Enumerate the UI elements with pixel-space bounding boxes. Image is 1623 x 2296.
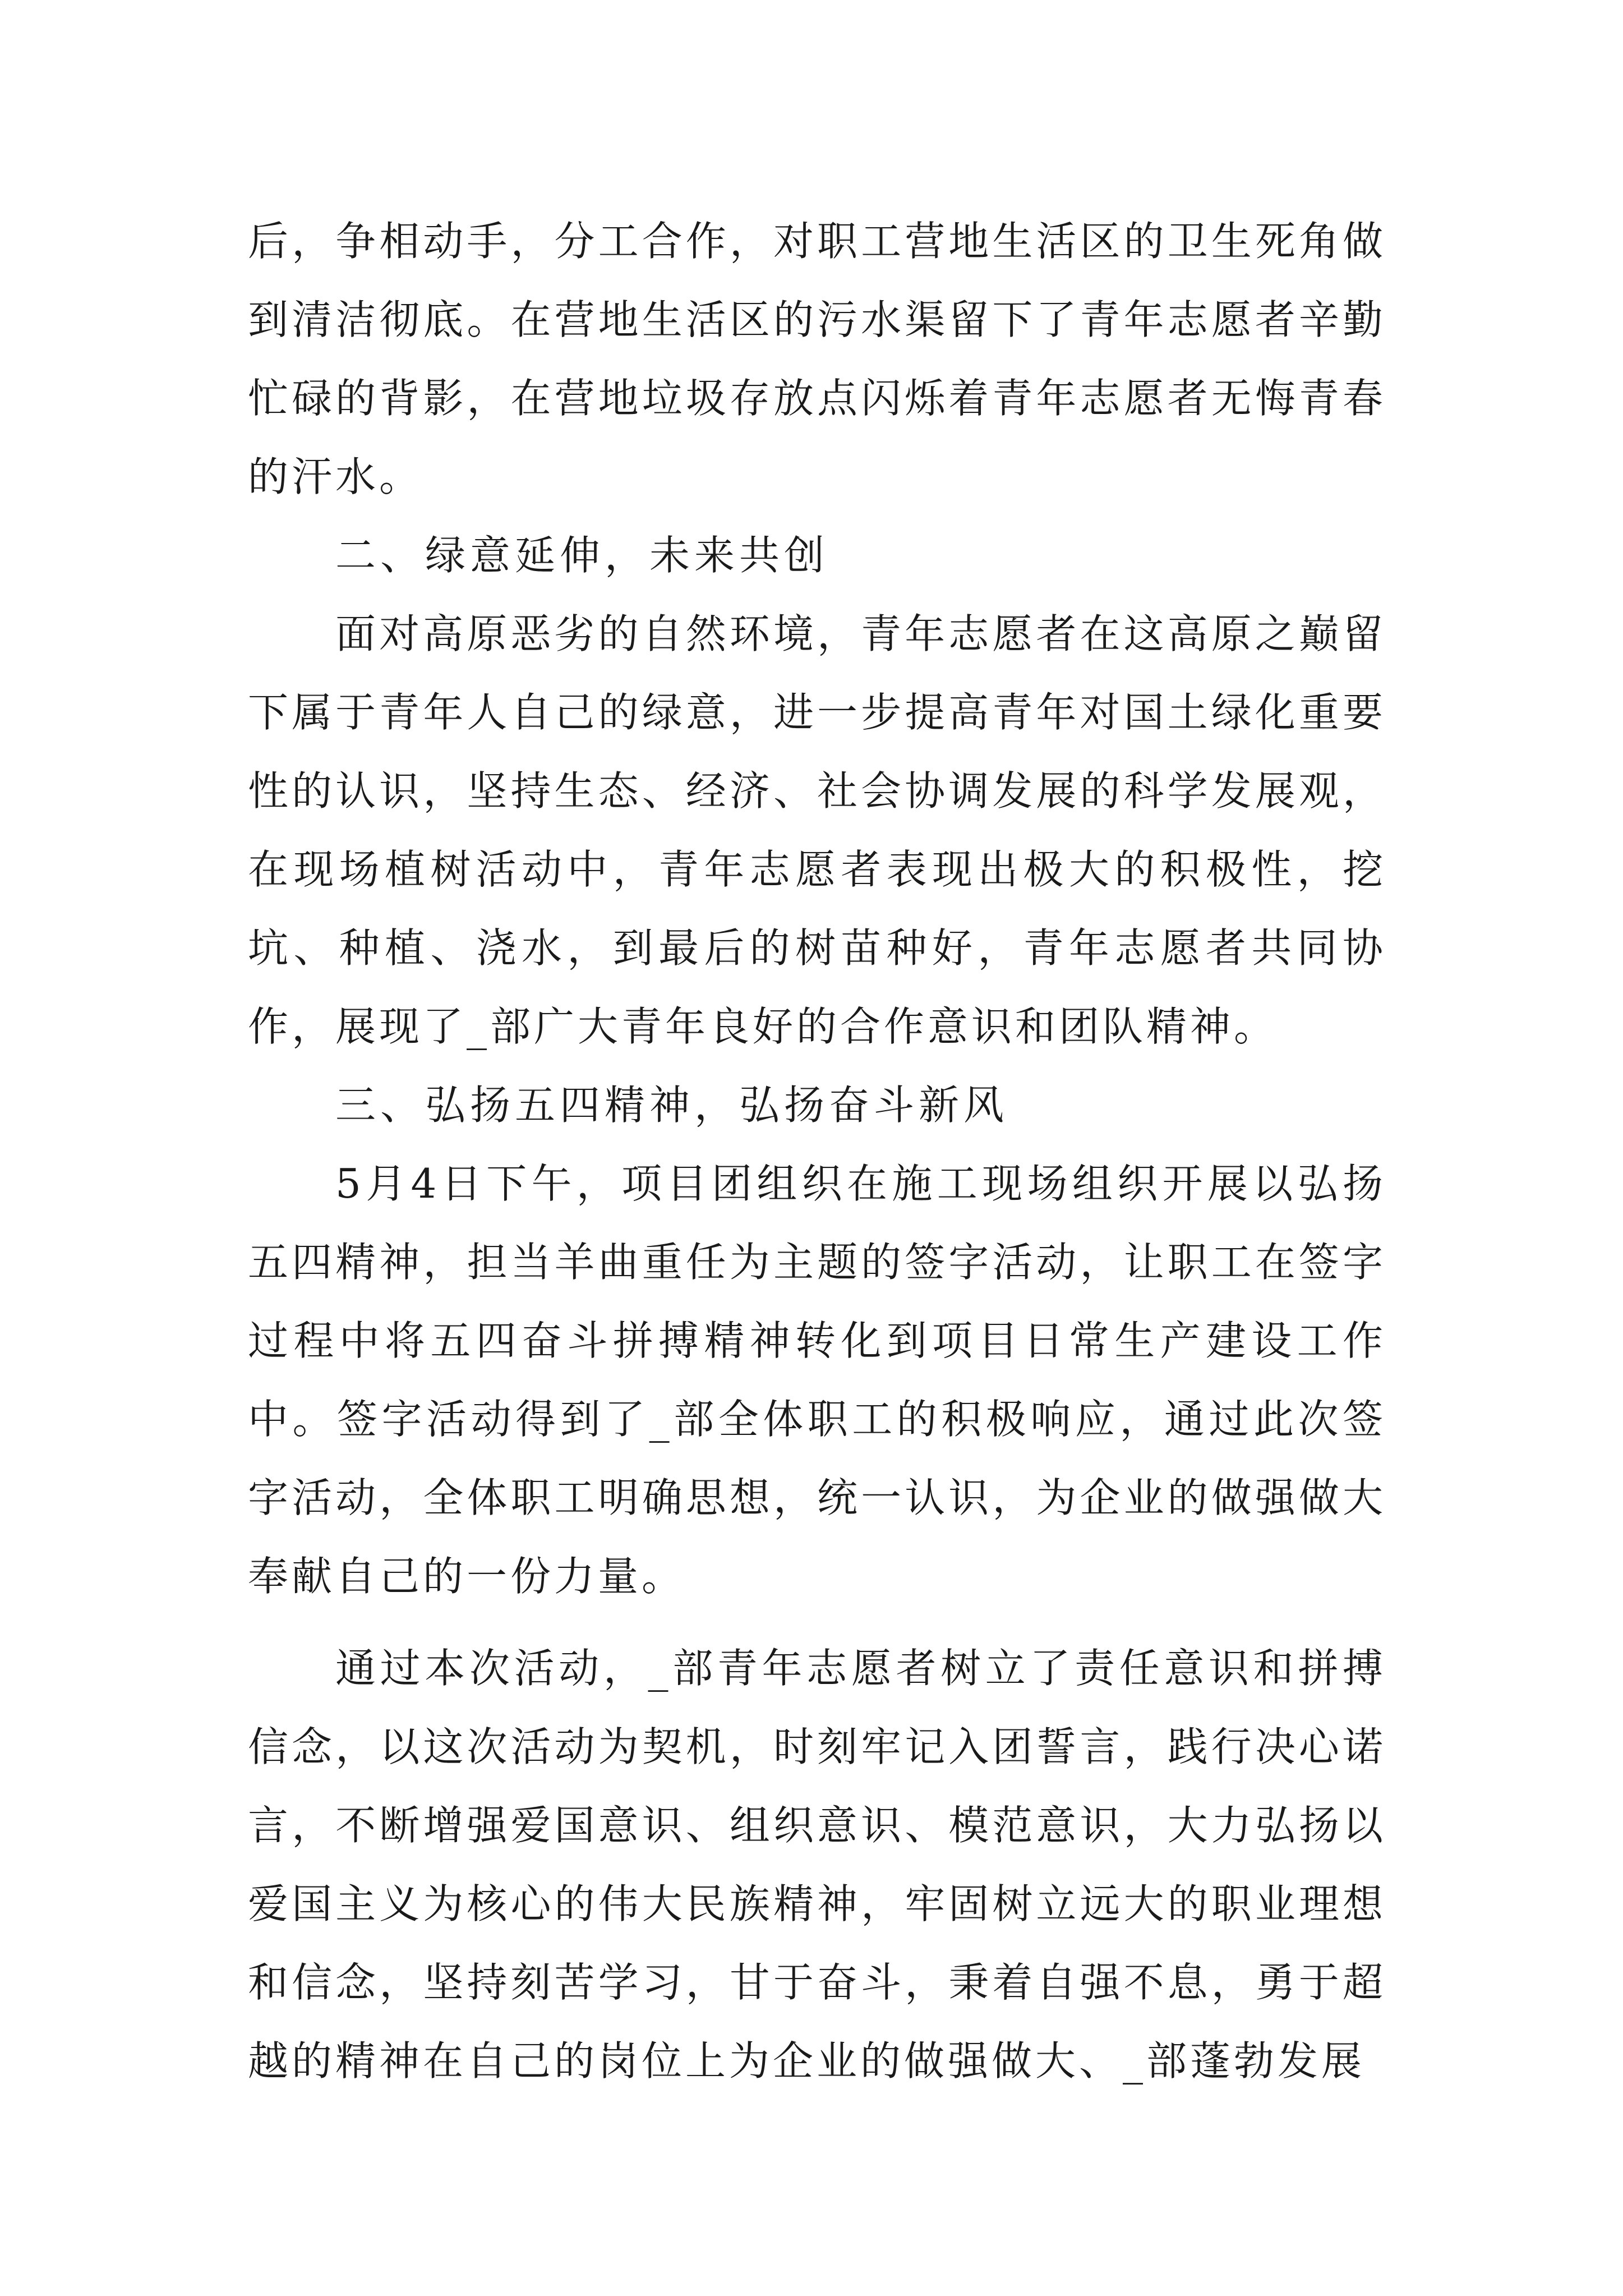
- document-body: [248, 202, 1386, 2100]
- paragraph-signing-activity: 5月4日下午，项目团组织在施工现场组织开展以弘扬五四精神，担当羊曲重任为主题的签字活动，让职工在签字过程中将五四奋斗拼搏精神转化到项目日常生产建设工作中。签字活动得到了_部全体职工的积极响应，通过此次签字活动，全体职工明确思想，统一认识，为企业的做强做大奉献自己的一份力量。: [248, 1160, 1386, 1600]
- section-heading-3: 三、弘扬五四精神，弘扬奋斗新风: [335, 1082, 1009, 1129]
- paragraph-continuation: 后，争相动手，分工合作，对职工营地生活区的卫生死角做到清洁彻底。在营地生活区的污水渠留下了青年志愿者辛勤忙碌的背影，在营地垃圾存放点闪烁着青年志愿者无悔青春的汗水。: [248, 218, 1386, 500]
- paragraph-summary: 通过本次活动，_部青年志愿者树立了责任意识和拼搏信念，以这次活动为契机，时刻牢记入团誓言，践行决心诺言，不断增强爱国意识、组织意识、模范意识，大力弘扬以爱国主义为核心的伟大民族精神，牢固树立远大的职业理想和信念，坚持刻苦学习，甘于奋斗，秉着自强不息，勇于超越的精神在自己的岗位上为企业的做强做大、_部蓬勃发展: [248, 1645, 1386, 2085]
- paragraph-greenery: 面对高原恶劣的自然环境，青年志愿者在这高原之巅留下属于青年人自己的绿意，进一步提高青年对国土绿化重要性的认识，坚持生态、经济、社会协调发展的科学发展观，在现场植树活动中，青年志愿者表现出极大的积极性，挖坑、种植、浇水，到最后的树苗种好，青年志愿者共同协作，展现了_部广大青年良好的合作意识和团队精神。: [248, 610, 1386, 1050]
- paragraph-gap: [248, 1616, 1386, 1629]
- section-heading-2: 二、绿意延伸，未来共创: [335, 532, 829, 579]
